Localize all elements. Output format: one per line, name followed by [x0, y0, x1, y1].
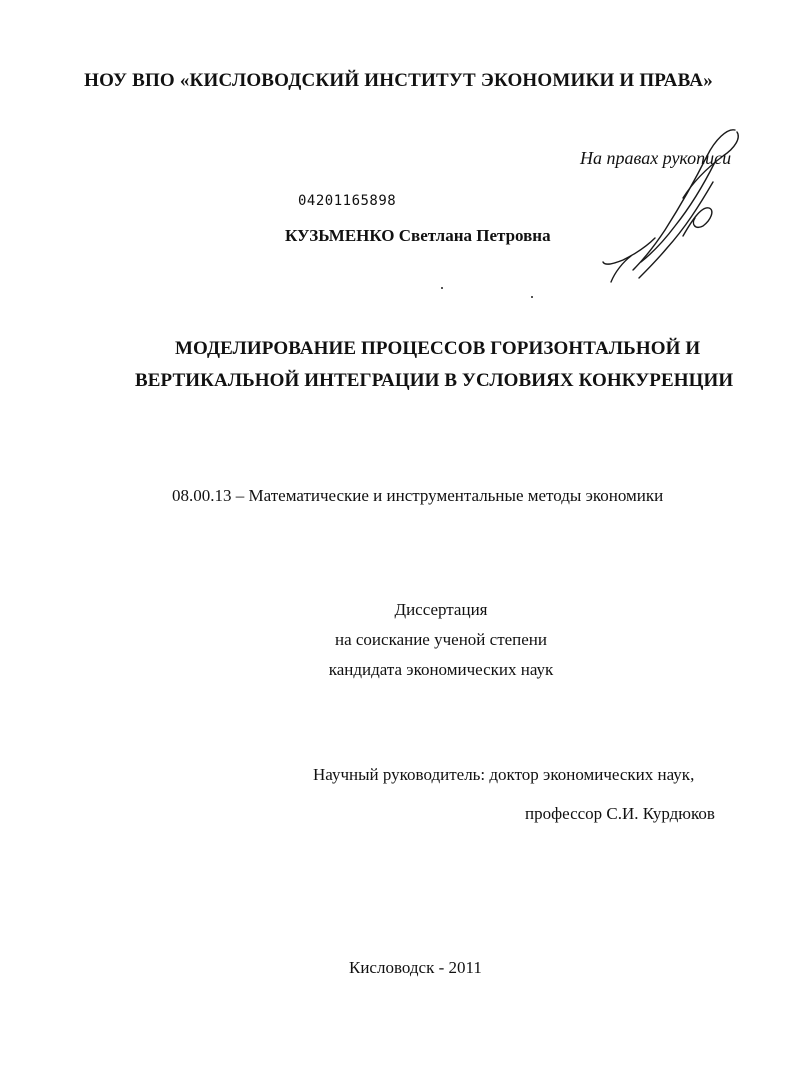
scan-speck: [441, 287, 443, 289]
scan-speck: [531, 296, 533, 298]
dissertation-title-line-1: МОДЕЛИРОВАНИЕ ПРОЦЕССОВ ГОРИЗОНТАЛЬНОЙ И: [175, 338, 701, 359]
degree-line-2: кандидата экономических наук: [328, 660, 554, 679]
handwritten-signature: [595, 122, 745, 287]
dissertation-title-line-2: ВЕРТИКАЛЬНОЙ ИНТЕГРАЦИИ В УСЛОВИЯХ КОНКУРЕНЦИИ: [135, 370, 734, 391]
specialty-code: 08.00.13 – Математические и инструментальные методы экономики: [172, 486, 664, 505]
dissertation-label: Диссертация: [394, 600, 488, 619]
supervisor-line-1: Научный руководитель: доктор экономических наук,: [313, 765, 695, 784]
place-and-year: Кисловодск - 2011: [349, 958, 482, 977]
document-number: 04201165898: [298, 193, 397, 209]
degree-line-1: на соискание ученой степени: [334, 630, 548, 649]
author-name: КУЗЬМЕНКО Светлана Петровна: [285, 226, 551, 245]
institute-name: НОУ ВПО «КИСЛОВОДСКИЙ ИНСТИТУТ ЭКОНОМИКИ И ПРАВА»: [84, 70, 713, 91]
manuscript-note: На правах рукописи: [580, 148, 732, 168]
supervisor-line-2: профессор С.И. Курдюков: [525, 804, 715, 823]
